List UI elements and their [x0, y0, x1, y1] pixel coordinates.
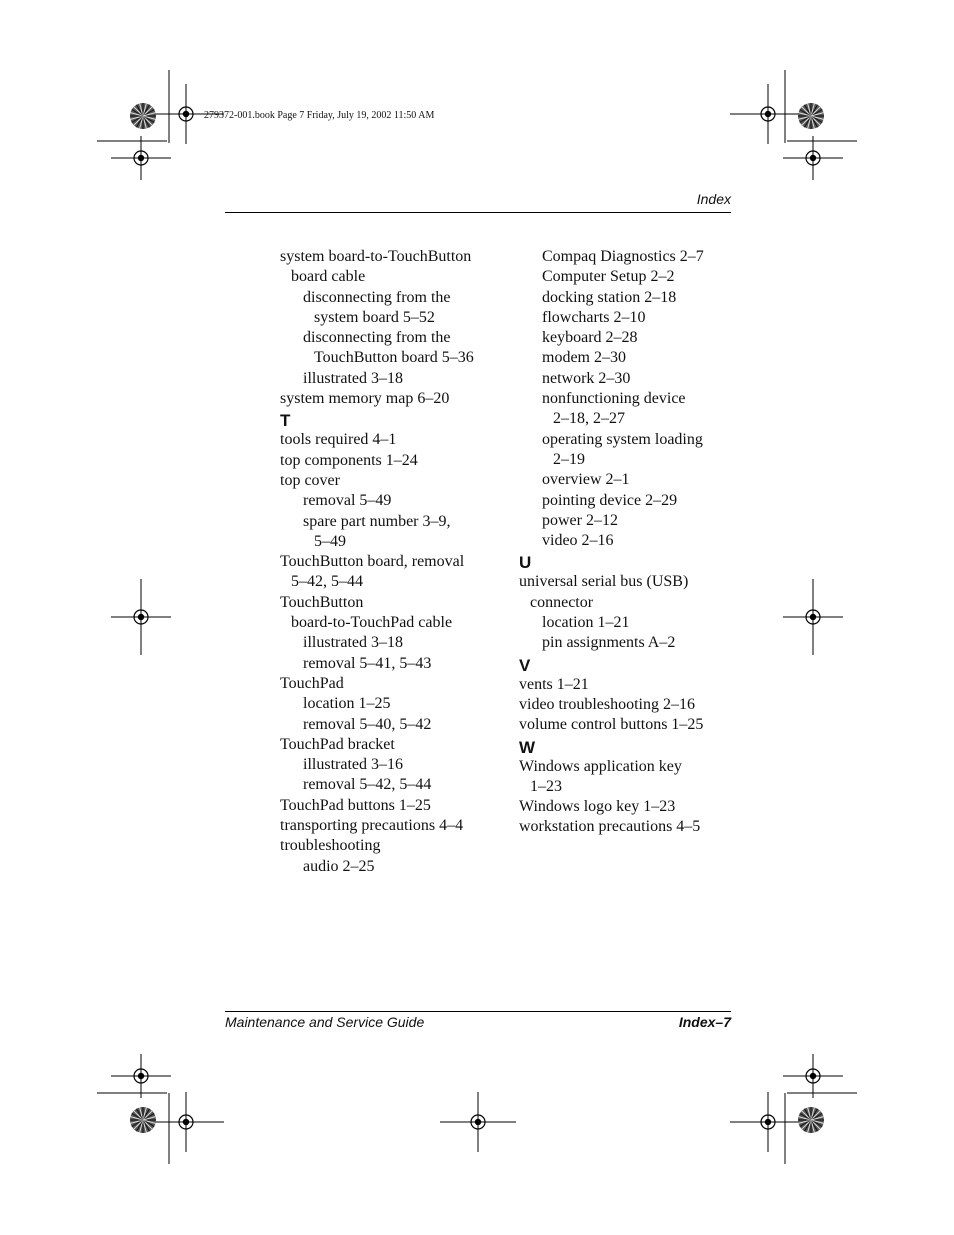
index-entry: keyboard 2–28	[542, 329, 638, 347]
index-entry: illustrated 3–16	[303, 756, 403, 774]
index-entry: docking station 2–18	[542, 288, 677, 306]
registration-mark	[111, 579, 171, 655]
index-entry: modem 2–30	[542, 349, 626, 367]
index-entry: removal 5–40, 5–42	[303, 715, 432, 733]
index-entry: board-to-TouchPad cable	[291, 614, 453, 632]
index-entry: operating system loading	[542, 430, 703, 448]
index-entry: location 1–21	[542, 614, 630, 632]
index-entry: 5–42, 5–44	[291, 573, 363, 591]
index-entry: Windows logo key 1–23	[519, 798, 676, 816]
index-entry: connector	[530, 593, 594, 611]
index-entry: video troubleshooting 2–16	[519, 695, 695, 713]
index-letter-heading: W	[519, 737, 536, 757]
starburst-mark	[130, 103, 156, 129]
registration-mark	[783, 579, 843, 655]
index-entry: overview 2–1	[542, 471, 630, 489]
index-entry: disconnecting from the	[303, 288, 451, 306]
starburst-mark	[798, 1107, 824, 1133]
index-entry: Compaq Diagnostics 2–7	[542, 248, 704, 265]
index-entry: top components 1–24	[280, 451, 418, 469]
index-entry: illustrated 3–18	[303, 634, 403, 652]
registration-mark	[440, 1092, 516, 1152]
registration-mark	[730, 1092, 806, 1152]
index-entry: Computer Setup 2–2	[542, 268, 675, 286]
file-slug: 279372-001.book Page 7 Friday, July 19, 2002 11:50 AM	[204, 110, 435, 121]
registration-mark	[783, 1054, 843, 1098]
index-entry: removal 5–49	[303, 492, 392, 510]
index-entry: TouchButton	[280, 593, 364, 611]
index-entry: pin assignments A–2	[542, 634, 676, 652]
index-entry: TouchPad buttons 1–25	[280, 796, 431, 814]
index-entry: system memory map 6–20	[280, 390, 450, 408]
index-entry: 5–49	[314, 532, 346, 550]
index-entry: Windows application key	[519, 757, 682, 775]
index-entry: disconnecting from the	[303, 329, 451, 347]
index-entry: flowcharts 2–10	[542, 308, 646, 326]
index-entry: 2–19	[553, 450, 585, 468]
index-entry: TouchPad bracket	[280, 735, 395, 753]
index-letter-heading: V	[519, 655, 531, 675]
running-header-title: Index	[696, 191, 731, 207]
index-entry: workstation precautions 4–5	[519, 818, 701, 836]
index-entry: universal serial bus (USB)	[519, 573, 689, 591]
index-entry: TouchButton board 5–36	[314, 349, 474, 367]
footer-rule	[225, 1011, 731, 1012]
registration-mark	[148, 1092, 224, 1152]
index-entry: vents 1–21	[519, 675, 589, 693]
index-entry: audio 2–25	[303, 857, 375, 875]
index-entry: illustrated 3–18	[303, 369, 403, 387]
index-entry: removal 5–42, 5–44	[303, 776, 432, 794]
registration-mark	[783, 136, 843, 180]
registration-mark	[730, 84, 806, 144]
registration-mark	[111, 1054, 171, 1098]
index-entry: spare part number 3–9,	[303, 512, 451, 530]
index-column-right	[519, 247, 734, 838]
index-entry: tools required 4–1	[280, 431, 397, 449]
index-entry: removal 5–41, 5–43	[303, 654, 432, 672]
header-rule	[225, 212, 731, 213]
index-entry: 2–18, 2–27	[553, 410, 625, 428]
index-entry: location 1–25	[303, 695, 391, 713]
index-entry: pointing device 2–29	[542, 491, 678, 509]
index-letter-heading: T	[280, 411, 291, 431]
index-entry: board cable	[291, 268, 366, 286]
index-column-left	[280, 247, 508, 877]
registration-mark	[111, 136, 171, 180]
index-entry: TouchPad	[280, 674, 344, 692]
starburst-mark	[798, 103, 824, 129]
index-entry: nonfunctioning device	[542, 390, 686, 408]
index-letter-heading: U	[519, 553, 532, 573]
index-entry: power 2–12	[542, 511, 618, 529]
index-entry: volume control buttons 1–25	[519, 716, 704, 734]
index-entry: system board 5–52	[314, 308, 435, 326]
index-entry: system board-to-TouchButton	[280, 248, 472, 265]
index-entry: network 2–30	[542, 369, 631, 387]
starburst-mark	[130, 1107, 156, 1133]
index-entry: TouchButton board, removal	[280, 553, 465, 571]
footer-page-number: Index–7	[678, 1014, 731, 1030]
index-entry: transporting precautions 4–4	[280, 817, 464, 835]
footer-guide-title: Maintenance and Service Guide	[225, 1014, 425, 1030]
index-entry: video 2–16	[542, 532, 614, 550]
index-entry: troubleshooting	[280, 837, 381, 855]
index-entry: 1–23	[530, 777, 562, 795]
index-entry: top cover	[280, 471, 340, 489]
